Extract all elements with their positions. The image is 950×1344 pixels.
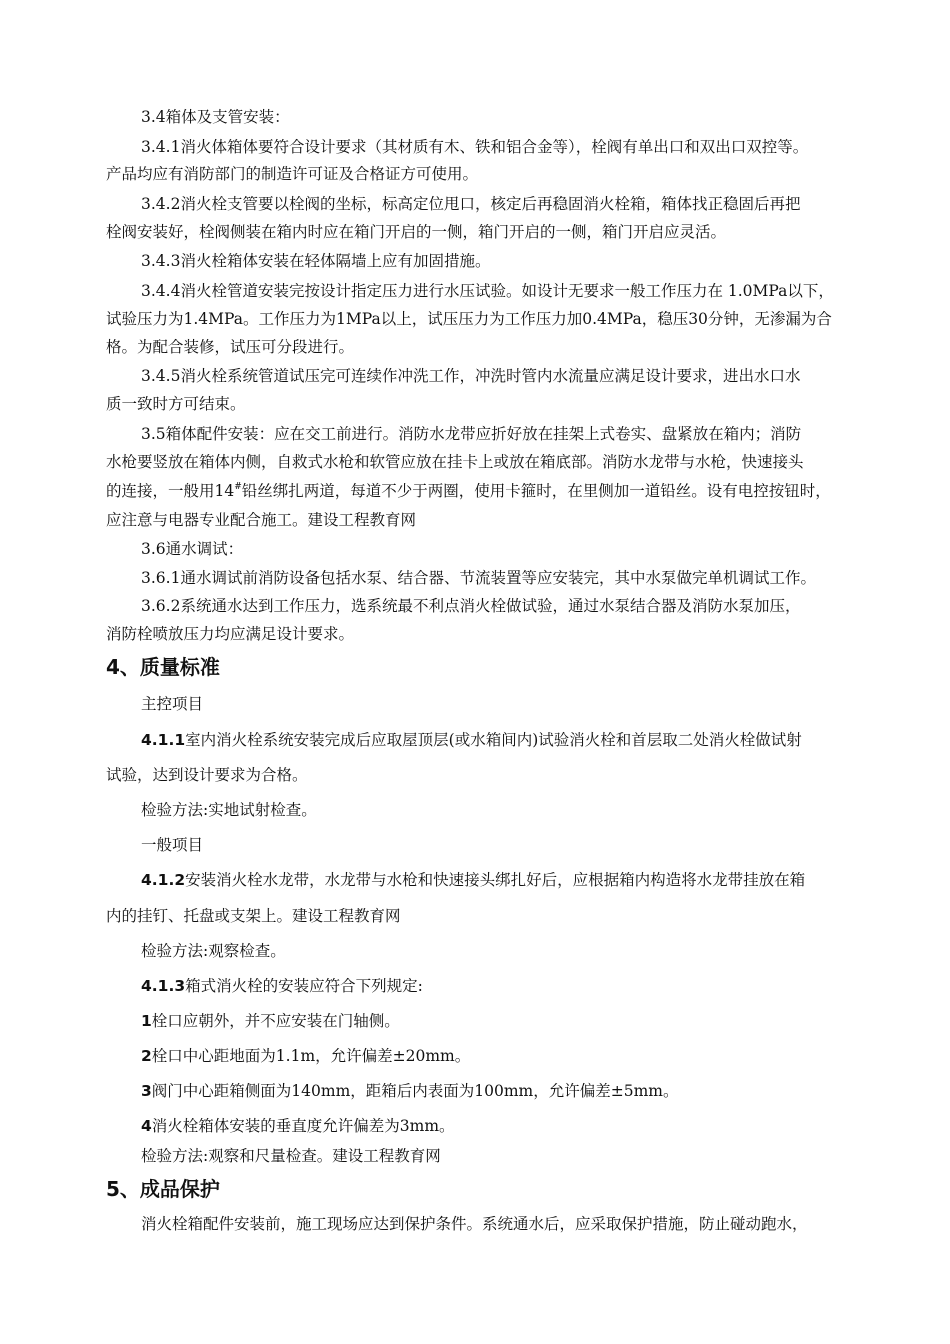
rule-4 [141, 1116, 455, 1136]
item-4-1-1-text: 室内消火栓系统安装完成后应取屋顶层(或水箱间内)试验消火栓和首层取二处消火栓做试射 [185, 731, 802, 749]
rule-4-text: 消火栓箱体安装的垂直度允许偏差为3mm。 [151, 1117, 455, 1135]
para-3-4-3: 3.4.3消火栓箱体安装在轻体隔墙上应有加固措施。 [141, 252, 491, 270]
item-4-1-3-text: 箱式消火栓的安装应符合下列规定: [185, 977, 423, 995]
para-3-5-line3-end: 铅丝绑扎两道，每道不少于两圈，使用卡箍时，在里侧加一道铅丝。设有电控按钮时， [241, 482, 831, 500]
para-3-4-4-line2: 试验压力为1.4MPa。工作压力为1MPa以上，试压压力为工作压力加0.4MPa，稳压30分钟，无渗漏为合 [106, 310, 832, 328]
main-items-label: 主控项目 [141, 695, 204, 713]
rule-1-text: 栓口应朝外，并不应安装在门轴侧。 [151, 1012, 400, 1030]
item-4-1-1-line1 [141, 730, 802, 750]
check-method-1: 检验方法:实地试射检查。 [141, 801, 317, 819]
rule-1-number: 1 [141, 1012, 152, 1030]
item-4-1-3 [141, 976, 423, 996]
rule-3-text: 阀门中心距箱侧面为140mm，距箱后内表面为100mm，允许偏差±5mm。 [151, 1082, 679, 1100]
para-3-5-line3-start: 的连接，一般用14 [106, 482, 235, 500]
para-3-4-5-line1: 3.4.5消火栓系统管道试压完可连续作冲洗工作，冲洗时管内水流量应满足设计要求，进出水口水 [141, 367, 801, 385]
section-5-heading: 5、成品保护 [106, 1177, 220, 1201]
para-3-4-2-line2: 栓阀安装好，栓阀侧装在箱内时应在箱门开启的一侧，箱门开启的一侧，箱门开启应灵活。 [106, 223, 727, 241]
wire-gauge-mark: # [234, 482, 242, 492]
para-3-4-1-line1: 3.4.1消火体箱体要符合设计要求（其材质有木、铁和铝合金等），栓阀有单出口和双出口双控等。 [141, 138, 809, 156]
para-3-4-5-line2: 质一致时方可结束。 [106, 395, 246, 413]
item-4-1-2-text: 安装消火栓水龙带，水龙带与水枪和快速接头绑扎好后，应根据箱内构造将水龙带挂放在箱 [185, 871, 806, 889]
rule-4-number: 4 [141, 1117, 152, 1135]
para-3-6-1: 3.6.1通水调试前消防设备包括水泵、结合器、节流装置等应安装完，其中水泵做完单机调试工作。 [141, 569, 816, 587]
item-4-1-2-line2: 内的挂钉、托盘或支架上。建设工程教育网 [106, 907, 401, 925]
item-4-1-1-number: 4.1.1 [141, 731, 186, 749]
general-items-label: 一般项目 [141, 836, 204, 854]
rule-2-number: 2 [141, 1047, 152, 1065]
rule-2-text: 栓口中心距地面为1.1m，允许偏差±20mm。 [151, 1047, 471, 1065]
item-4-1-3-number: 4.1.3 [141, 977, 186, 995]
para-5-line1: 消火栓箱配件安装前，施工现场应达到保护条件。系统通水后，应采取保护措施，防止碰动跑水， [141, 1215, 808, 1233]
rule-1 [141, 1011, 400, 1031]
check-method-3: 检验方法:观察和尺量检查。建设工程教育网 [141, 1147, 441, 1165]
para-3-4-4-line3: 格。为配合装修，试压可分段进行。 [106, 338, 355, 356]
para-3-4-2-line1: 3.4.2消火栓支管要以栓阀的坐标，标高定位甩口，核定后再稳固消火栓箱，箱体找正稳固后再把 [141, 195, 801, 213]
check-method-2: 检验方法:观察检查。 [141, 942, 286, 960]
para-3-4-4-line1: 3.4.4消火栓管道安装完按设计指定压力进行水压试验。如设计无要求一般工作压力在 1.0MPa以下， [141, 282, 834, 300]
item-4-1-1-line2: 试验，达到设计要求为合格。 [106, 766, 308, 784]
para-3-6-2-line2: 消防栓喷放压力均应满足设计要求。 [106, 625, 355, 643]
section-4-heading: 4、质量标准 [106, 655, 220, 679]
item-4-1-2-number: 4.1.2 [141, 871, 186, 889]
para-3-5-line4: 应注意与电器专业配合施工。建设工程教育网 [106, 511, 417, 529]
rule-2 [141, 1046, 470, 1066]
para-3-4-1-line2: 产品均应有消防部门的制造许可证及合格证方可使用。 [106, 165, 479, 183]
section-3-6-heading: 3.6通水调试： [141, 540, 244, 558]
para-3-5-line3 [106, 481, 831, 501]
section-3-4-heading: 3.4箱体及支管安装： [141, 108, 290, 126]
rule-3 [141, 1081, 679, 1101]
para-3-5-line1: 3.5箱体配件安装：应在交工前进行。消防水龙带应折好放在挂架上式卷实、盘紧放在箱内；消防 [141, 425, 802, 443]
rule-3-number: 3 [141, 1082, 152, 1100]
para-3-5-line2: 水枪要竖放在箱体内侧，自救式水枪和软管应放在挂卡上或放在箱底部。消防水龙带与水枪，快速接头 [106, 453, 804, 471]
item-4-1-2-line1 [141, 870, 805, 890]
para-3-6-2-line1: 3.6.2系统通水达到工作压力，选系统最不利点消火栓做试验，通过水泵结合器及消防水泵加压， [141, 597, 801, 615]
